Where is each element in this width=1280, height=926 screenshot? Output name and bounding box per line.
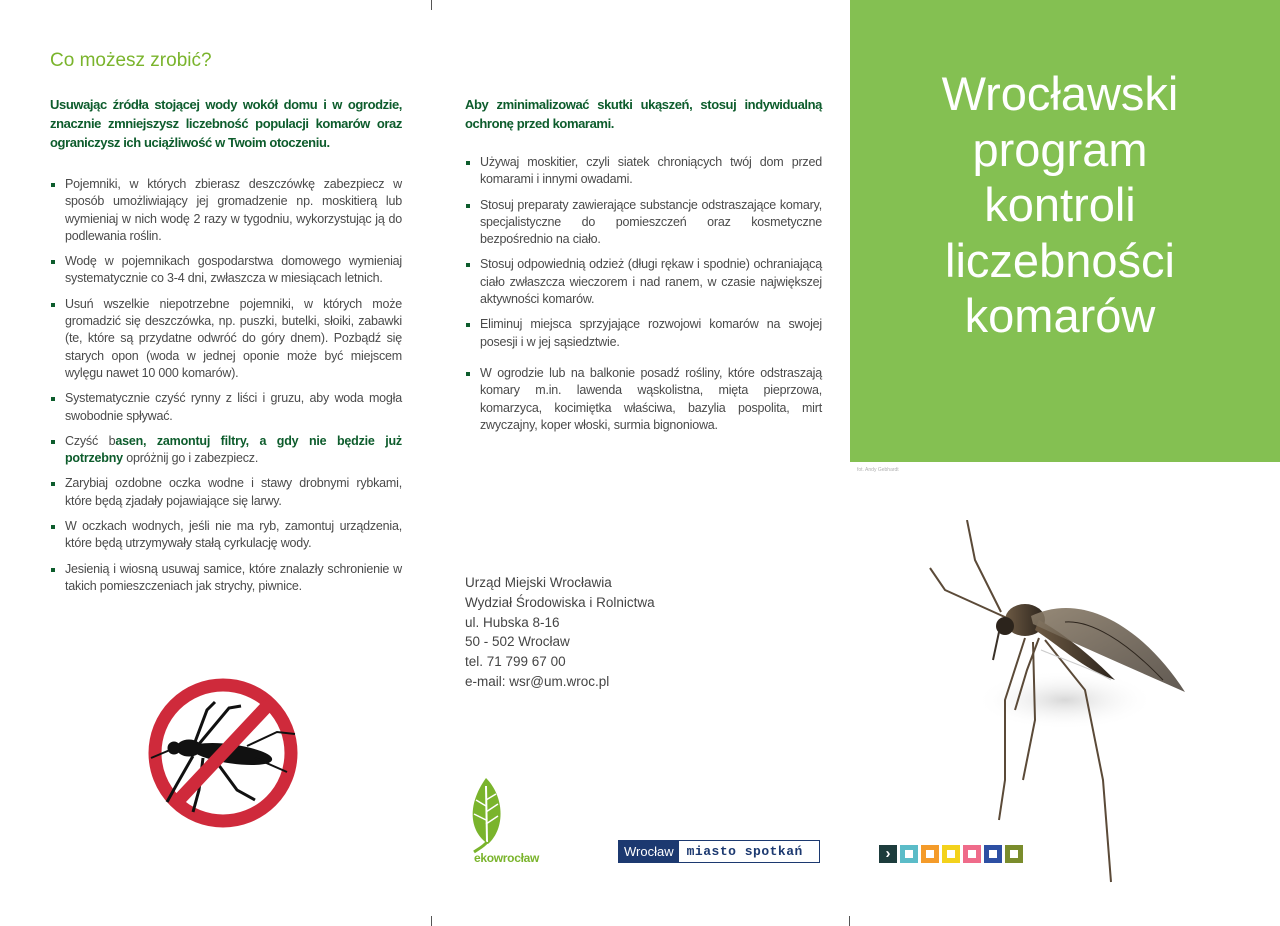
list-item: Używaj moskitier, czyli siatek chroniących twój dom przed komarami i innymi owadami. — [465, 154, 822, 189]
color-squares — [879, 845, 1023, 863]
color-square — [963, 845, 981, 863]
arrow-icon: › — [879, 845, 897, 863]
logo-slogan: miasto spotkań — [686, 844, 803, 859]
list-item: W ogrodzie lub na balkonie posadź rośliny, które odstraszają komary m.in. lawenda wąskolistna, mięta pieprzowa, komarzyca, kocimiętka właściwa, bazylia pospolita, mirt zwyczajny, koper włoski, surmia bignoniowa. — [465, 365, 822, 434]
middle-lead-text: Aby zminimalizować skutki ukąszeń, stosuj indywidualną ochronę przed komarami. — [465, 97, 822, 131]
list-item: W oczkach wodnych, jeśli nie ma ryb, zamontuj urządzenia, które będą utrzymywały stałą cyrkulację wody. — [50, 518, 402, 553]
email-line: e-mail: wsr@um.wroc.pl — [465, 673, 610, 689]
list-item: Systematycznie czyść rynny z liści i gruzu, aby woda mogła swobodnie spływać. — [50, 390, 402, 425]
left-bullet-list — [50, 176, 402, 603]
left-lead-text: Usuwając źródła stojącej wody wokół domu i w ogrodzie, znacznie zmniejszysz liczebność populacji komarów oraz ograniczysz ich uciążliwość w Twoim otoczeniu. — [50, 97, 402, 150]
title-line: kontroli — [984, 178, 1136, 231]
brochure-title — [850, 66, 1270, 344]
address-line: 50 - 502 Wrocław — [465, 634, 570, 650]
color-square — [942, 845, 960, 863]
color-square — [1005, 845, 1023, 863]
title-line: komarów — [964, 289, 1156, 342]
list-item: Wodę w pojemnikach gospodarstwa domowego wymieniaj systematycznie co 3-4 dni, zwłaszcza w miesiącach letnich. — [50, 253, 402, 288]
color-square — [984, 845, 1002, 863]
list-item: Pojemniki, w których zbierasz deszczówkę zabezpiecz w sposób umożliwiający jej gromadzenie np. moskitierą lub wymieniaj w nich wodę 2 razy w tygodniu, wykorzystując ją do podlewania roślin. — [50, 176, 402, 245]
no-mosquito-sign-icon — [137, 672, 309, 834]
title-line: liczebności — [945, 233, 1175, 287]
list-item: Usuń wszelkie niepotrzebne pojemniki, w których może gromadzić się deszczówka, np. puszki, butelki, słoiki, zabawki (te, które są przydatne odwróć do góry dnem). Pozbądź się starych opon (woda w jednej oponie może być miejscem wylęgu nawet 10 000 komarów). — [50, 296, 402, 382]
list-item: Jesienią i wiosną usuwaj samice, które znalazły schronienie w takich pomieszczeniach jak strychy, piwnice. — [50, 561, 402, 596]
list-item: Zarybiaj ozdobne oczka wodne i stawy drobnymi rybkami, które będą zjadały pojawiające się larwy. — [50, 475, 402, 510]
address-line: Wydział Środowiska i Rolnictwa — [465, 594, 655, 610]
middle-bullet-list — [465, 154, 822, 442]
list-item — [50, 433, 402, 468]
address-line: Urząd Miejski Wrocławia — [465, 575, 612, 590]
color-square — [921, 845, 939, 863]
wroclaw-city-logo — [618, 840, 820, 863]
photo-credit: fot. Andy Gebhardt — [857, 467, 899, 473]
contact-address — [465, 573, 655, 692]
address-line: ul. Hubska 8-16 — [465, 614, 560, 630]
ekowroclaw-logo-text: ekowrocław — [474, 851, 540, 865]
pool-item-suffix: opróżnij go i zabezpiecz. — [122, 451, 259, 466]
list-item: Stosuj preparaty zawierające substancje odstraszające komary, specjalistyczne do pomieszczeń oraz kosmetyczne bezpośrednio na ciało. — [465, 197, 822, 249]
ekowroclaw-leaf-icon — [462, 776, 508, 856]
color-square — [900, 845, 918, 863]
logo-city-name: Wrocław — [619, 841, 679, 862]
pool-item-bold: asen, zamontuj filtry, a gdy nie będzie już potrzebny — [65, 433, 402, 466]
list-item: Stosuj odpowiednią odzież (długi rękaw i spodnie) ochraniającą ciało zwłaszcza wieczorem i nad ranem, w czasie największej aktywności komarów. — [465, 256, 822, 308]
pool-item-prefix: Czyść b — [65, 433, 116, 448]
title-line: Wrocławski — [941, 67, 1179, 120]
title-line: program — [972, 122, 1148, 176]
address-line: tel. 71 799 67 00 — [465, 654, 566, 670]
section-heading: Co możesz zrobić? — [50, 50, 212, 71]
list-item: Eliminuj miejsca sprzyjające rozwojowi komarów na swojej posesji i w jej sąsiedztwie. — [465, 316, 822, 351]
mosquito-photo — [915, 520, 1195, 890]
